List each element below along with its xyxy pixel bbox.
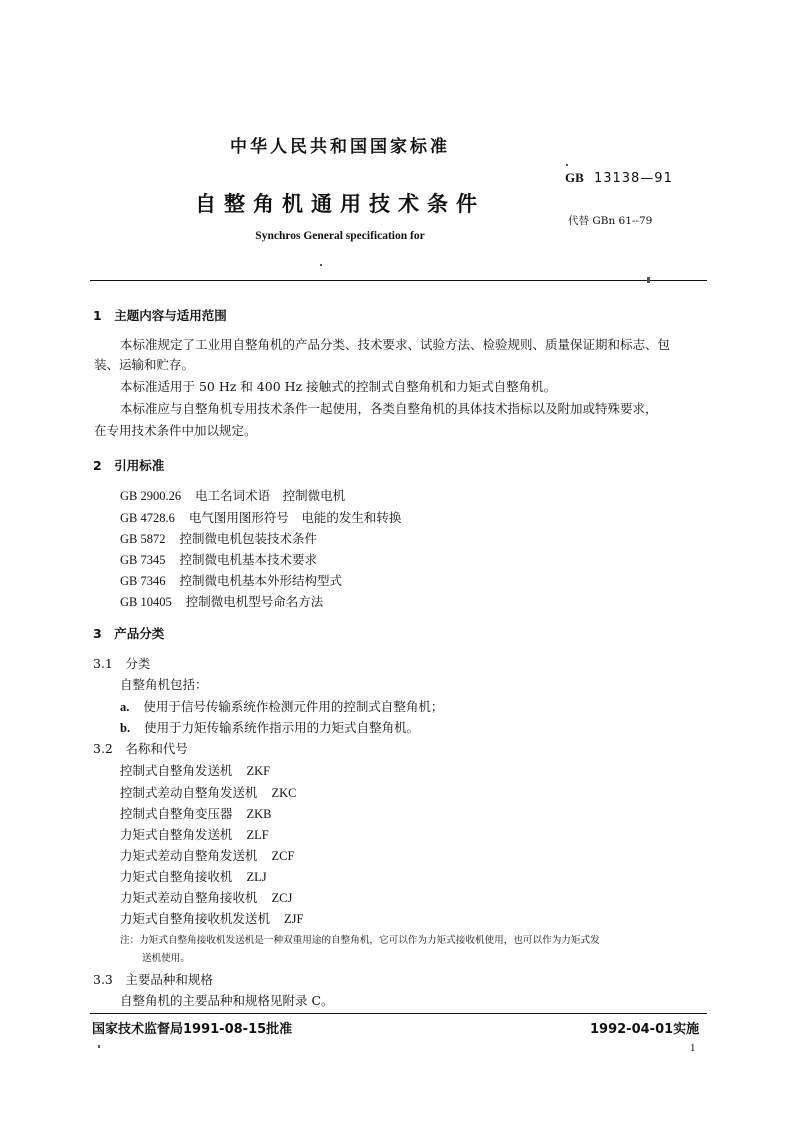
designation-item (120, 888, 292, 906)
section-3-3-text: 自整角机的主要品种和规格见附录 C。 (120, 993, 334, 1008)
reference-title: 控制微电机型号命名方法 (185, 594, 324, 609)
designation-item (120, 867, 267, 885)
designation-item (120, 761, 270, 779)
scan-speck (647, 277, 650, 283)
reference-code: GB 4728.6 (120, 511, 175, 525)
reference-title: 电工名词术语 控制微电机 (195, 488, 346, 503)
scan-speck (566, 164, 568, 166)
section-1-paragraph-1b: 装、运输和贮存。 (94, 357, 195, 372)
reference-code: GB 2900.26 (120, 489, 182, 503)
reference-item (120, 486, 345, 504)
classification-item (120, 697, 443, 715)
designation-code: ZLF (246, 828, 269, 842)
designation-name: 力矩式自整角接收机发送机 (120, 911, 271, 926)
section-1-paragraph-1a: 本标准规定了工业用自整角机的产品分类、技术要求、试验方法、检验规则、质量保证期和标志、包 (120, 337, 671, 352)
section-2-heading: 2 引用标准 (93, 458, 165, 473)
header-divider (90, 280, 707, 281)
reference-title: 控制微电机基本技术要求 (179, 552, 318, 567)
section-1-heading: 1 主题内容与适用范围 (93, 308, 227, 323)
reference-code: GB 10405 (120, 595, 172, 609)
designation-name: 控制式自整角变压器 (120, 806, 233, 821)
standard-prefix: GB (565, 170, 584, 185)
designation-name: 控制式差动自整角发送机 (120, 785, 258, 800)
section-1-paragraph-2: 本标准适用于 50 Hz 和 400 Hz 接触式的控制式自整角机和力矩式自整角机。 (120, 379, 557, 394)
designation-code: ZKB (246, 807, 272, 821)
reference-title: 控制微电机包装技术条件 (179, 531, 318, 546)
standard-number (565, 170, 673, 186)
note-line-2: 送机使用。 (142, 953, 190, 964)
reference-code: GB 5872 (120, 532, 166, 546)
designation-name: 力矩式差动自整角接收机 (120, 890, 258, 905)
effective-date: 1992-04-01实施 (590, 1022, 700, 1037)
reference-item (120, 550, 317, 568)
footer-divider (90, 1013, 707, 1014)
section-3-3-heading: 3.3 主要品种和规格 (93, 972, 213, 987)
page-number: 1 (690, 1042, 696, 1054)
scan-speck (320, 264, 322, 266)
designation-item (120, 783, 297, 801)
designation-code: ZLJ (246, 870, 267, 884)
english-subtitle: Synchros General specification for (255, 230, 425, 242)
designation-name: 力矩式差动自整角发送机 (120, 848, 258, 863)
scan-speck (98, 1045, 100, 1048)
designation-item (120, 846, 294, 864)
designation-code: ZJF (284, 912, 304, 926)
designation-code: ZCF (271, 849, 295, 863)
designation-code: ZKF (246, 764, 271, 778)
designation-name: 控制式自整角发送机 (120, 763, 233, 778)
document-title: 自整角机通用技术条件 (195, 192, 485, 216)
item-label: a. (120, 700, 130, 714)
designation-name: 力矩式自整角发送机 (120, 827, 233, 842)
item-label: b. (120, 721, 131, 735)
issuing-body-title: 中华人民共和国国家标准 (230, 137, 450, 157)
section-3-2-heading: 3.2 名称和代号 (93, 741, 188, 756)
note-line-1: 注：力矩式自整角接收机发送机是一种双重用途的自整角机，它可以作为力矩式接收机使用，也可以作为力矩式发 (120, 935, 600, 946)
reference-item (120, 529, 317, 547)
designation-item (120, 909, 303, 927)
designation-item (120, 804, 272, 822)
reference-item (120, 571, 342, 589)
reference-code: GB 7346 (120, 574, 166, 588)
reference-title: 电气图用图形符号 电能的发生和转换 (188, 510, 402, 525)
approval-line: 国家技术监督局1991-08-15批准 (92, 1022, 293, 1037)
section-1-paragraph-3a: 本标准应与自整角机专用技术条件一起使用，各类自整角机的具体技术指标以及附加或特殊要求， (120, 401, 658, 416)
section-1-paragraph-3b: 在专用技术条件中加以规定。 (94, 423, 257, 438)
reference-item (120, 508, 401, 526)
section-3-1-heading: 3.1 分类 (93, 656, 151, 671)
section-3-1-intro: 自整角机包括： (120, 677, 208, 692)
designation-code: ZCJ (271, 891, 293, 905)
item-text: 使用于信号传输系统作检测元件用的控制式自整角机； (143, 699, 444, 714)
standard-code: 13138—91 (593, 171, 673, 186)
classification-item (120, 718, 419, 736)
section-3-heading: 3 产品分类 (93, 626, 165, 641)
reference-item (120, 592, 323, 610)
designation-name: 力矩式自整角接收机 (120, 869, 233, 884)
reference-code: GB 7345 (120, 553, 166, 567)
item-text: 使用于力矩传输系统作指示用的力矩式自整角机。 (144, 720, 420, 735)
designation-item (120, 825, 269, 843)
replaces-standard: 代替 GBn 61--79 (568, 215, 653, 227)
reference-title: 控制微电机基本外形结构型式 (179, 573, 343, 588)
designation-code: ZKC (271, 786, 297, 800)
